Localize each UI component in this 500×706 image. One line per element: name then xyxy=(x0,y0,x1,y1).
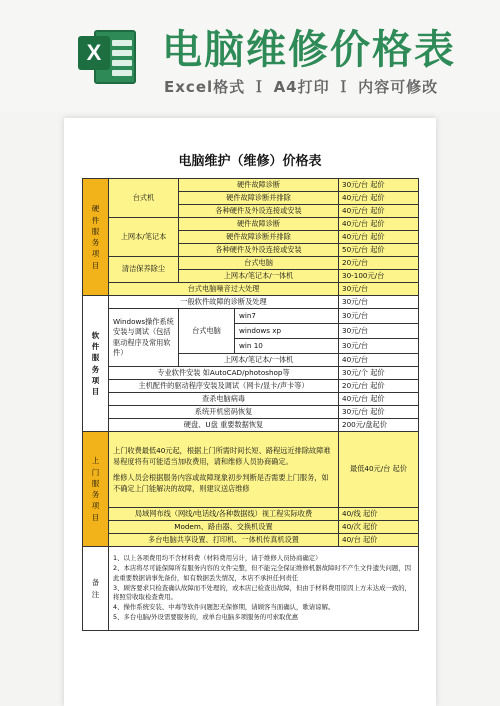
category-software: 软 件 服 务 项 目 xyxy=(83,296,109,432)
price-cell: 20元/台 xyxy=(339,257,419,270)
table-row xyxy=(83,296,419,309)
price-cell: 50元/台 起价 xyxy=(339,244,419,257)
price-cell: 20元/台 起价 xyxy=(339,380,419,393)
onsite-description xyxy=(109,432,339,508)
price-cell: 30元/台 xyxy=(339,324,419,339)
price-cell: 最低40元/台 起价 xyxy=(339,432,419,508)
price-cell: 200元/盘起价 xyxy=(339,419,419,432)
item-cell: 一般软件故障的诊断及处理 xyxy=(109,296,339,309)
price-cell: 30元/台 xyxy=(339,309,419,324)
category-onsite: 上 门 服 务 项 目 xyxy=(83,432,109,547)
table-row xyxy=(83,406,419,419)
item-cell: 台式电脑噪音过大处理 xyxy=(109,283,339,296)
item-cell: 系统开机密码恢复 xyxy=(109,406,339,419)
table-row xyxy=(83,432,419,508)
table-row xyxy=(83,380,419,393)
item-cell: 台式电脑 xyxy=(179,257,339,270)
item-cell: 硬件故障诊断 xyxy=(179,218,339,231)
page-title: 电脑维修价格表 xyxy=(162,27,456,73)
item-cell: 上网本/笔记本/一体机 xyxy=(179,354,339,367)
price-cell: 40元/台 起价 xyxy=(339,231,419,244)
item-cell: 硬件故障诊断 xyxy=(179,179,339,192)
label-laptop: 上网本/笔记本 xyxy=(109,218,179,257)
note-line: 3、顾客要求只检查确认故障而不处理的，或本店已检查出故障，但由于材料费用原因上方未达成一致的，将照常收取检查费用。 xyxy=(113,583,412,602)
item-cell: 各种硬件及外设连接或安装 xyxy=(179,205,339,218)
table-row xyxy=(83,309,419,324)
table-row xyxy=(83,257,419,270)
excel-icon xyxy=(78,24,138,90)
table-row xyxy=(83,218,419,231)
item-cell: 各种硬件及外设连接或安装 xyxy=(179,244,339,257)
item-cell: 硬盘、U盘 重要数据恢复 xyxy=(109,419,339,432)
price-cell: 40元/台 起价 xyxy=(339,393,419,406)
item-cell: win7 xyxy=(235,309,339,324)
onsite-description-2: 维修人员会根据服务内容或故障现象初步判断是否需要上门服务，如不确定上门能解决的故障，则建议送店维修 xyxy=(113,472,329,493)
category-notes: 备 注 xyxy=(83,547,109,631)
price-cell: 40元/台 起价 xyxy=(339,192,419,205)
item-cell: 局域网布线（网线/电话线/各种数据线）视工程实际收费 xyxy=(109,508,339,521)
price-table xyxy=(82,178,419,631)
table-row xyxy=(83,393,419,406)
price-cell: 30元/台 xyxy=(339,339,419,354)
note-line: 4、操作系统安装、中毒等软件问题恕无保修期，请顾客当面确认，歌请谅解。 xyxy=(113,603,335,612)
document-paper xyxy=(64,118,436,706)
document-title: 电脑维护（维修）价格表 xyxy=(178,154,322,169)
label-os-install: Windows操作系统安装与调试（包括驱动程序及常用软件） xyxy=(109,309,179,367)
item-cell: Modem、路由器、交换机设置 xyxy=(109,521,339,534)
price-cell: 40/线 起价 xyxy=(339,508,419,521)
label-desktop: 台式机 xyxy=(109,179,179,218)
price-cell: 40元/台 xyxy=(339,354,419,367)
table-row xyxy=(83,283,419,296)
price-cell: 30元/台 xyxy=(339,283,419,296)
item-cell: 硬件故障诊断并排除 xyxy=(179,231,339,244)
note-line: 5、多台电脑/外设需要服务的，或单台电脑多项服务的可索取优惠 xyxy=(113,613,299,622)
header-banner xyxy=(0,0,500,112)
item-cell: windows xp xyxy=(235,324,339,339)
notes-text xyxy=(109,547,419,631)
price-cell: 40元/台 起价 xyxy=(339,205,419,218)
table-row xyxy=(83,534,419,547)
table-row xyxy=(83,547,419,631)
onsite-description-1: 上门收费最低40元起，根据上门所需时间长短、路程远近排除故障难易程度将有可能适当加收费用，请和维修人员协商确定。 xyxy=(113,446,331,467)
item-cell: 专业软件安装 如AutoCAD/photoshop等 xyxy=(109,367,339,380)
price-cell: 30元/台 起价 xyxy=(339,179,419,192)
note-line: 2、本店将尽可能保障所有服务内容的文件完整，但不能完全保证维修机器故障时不产生文件遗失问题，因此重要数据请事先备份，如有数据丢失情况，本店不承担任何责任 xyxy=(113,563,412,582)
item-cell: 上网本/笔记本/一体机 xyxy=(179,270,339,283)
item-cell: 多台电脑共享设置、打印机、一体机传真机设置 xyxy=(109,534,339,547)
item-cell: 主机配件的驱动程序安装及调试（网卡/显卡/声卡等） xyxy=(109,380,339,393)
table-row xyxy=(83,508,419,521)
price-cell: 30元/台 起价 xyxy=(339,406,419,419)
price-cell: 40元/台 起价 xyxy=(339,218,419,231)
item-cell: 硬件故障诊断并排除 xyxy=(179,192,339,205)
page-subtitle: Excel格式 Ｉ A4打印 Ｉ 内容可修改 xyxy=(164,78,439,96)
label-desktop-pc: 台式电脑 xyxy=(179,309,235,354)
table-row xyxy=(83,419,419,432)
item-cell: 查杀电脑病毒 xyxy=(109,393,339,406)
table-row xyxy=(83,179,419,192)
category-hardware: 硬 件 服 务 项 目 xyxy=(83,179,109,296)
price-cell: 40/次 起价 xyxy=(339,521,419,534)
table-row xyxy=(83,367,419,380)
price-cell: 40/台 起价 xyxy=(339,534,419,547)
price-cell: 30元/个 起价 xyxy=(339,367,419,380)
price-cell: 30-100元/台 xyxy=(339,270,419,283)
note-line: 1、以上各项费用均不含材料费（材料费用另计，请于维修人员协商确定） xyxy=(113,553,322,562)
excel-x-letter: X xyxy=(78,36,110,70)
table-row xyxy=(83,521,419,534)
label-cleaning: 清洁保养除尘 xyxy=(109,257,179,283)
price-cell: 30元/台 xyxy=(339,296,419,309)
item-cell: win 10 xyxy=(235,339,339,354)
